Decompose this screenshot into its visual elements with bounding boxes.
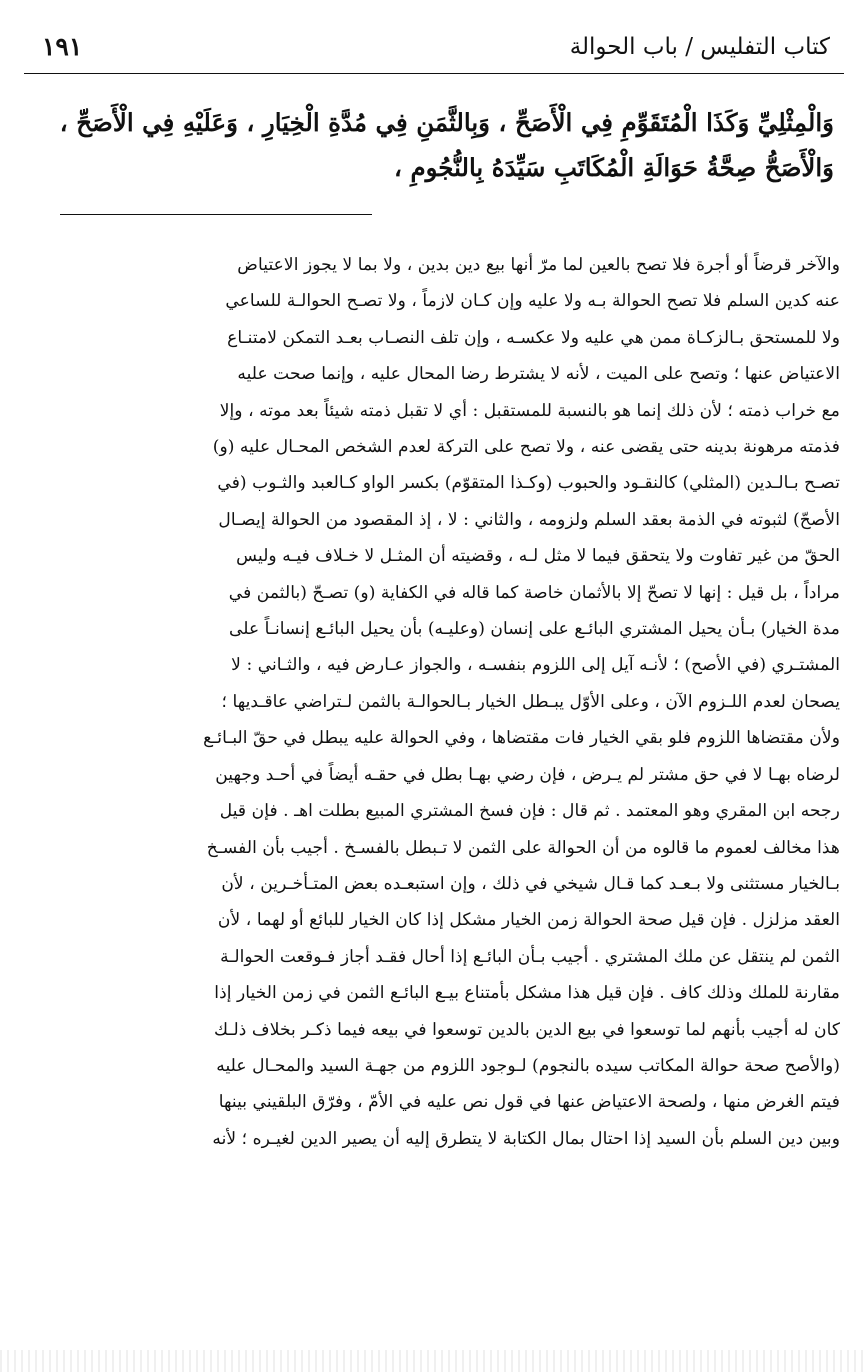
commentary-line: مراداً ، بل قيل : إنها لا تصحّ إلا بالأثمان خاصة كما قاله في الكفاية (و) تصـحّ (بالثمن في [228,582,840,603]
matn-line: وَالْأَصَحُّ صِحَّةُ حَوَالَةِ الْمُكَاتَبِ سَيِّدَهُ بِالنُّجُومِ ، [394,153,834,182]
commentary-line: مدة الخيار) بـأن يحيل المشتري البائـع على إنسان (وعليـه) بأن يحيل البائـع إنسانـاً على [228,619,840,640]
commentary-line: هذا مخالف لعموم ما قالوه من أن الحوالة على الثمن لا تـبطل بالفسـخ . أجيب بأن الفسـخ [206,837,840,858]
commentary-line: مع خراب ذمته ؛ لأن ذلك إنما هو بالنسبة للمستقبل : أي لا تقبل ذمته شيئاً بعد موته ، وإلا [219,400,840,421]
commentary-line: عنه كدين السلم فلا تصح الحوالة بـه ولا عليه وإن كـان لازماً ، ولا تصـح الحوالـة للساعي [225,291,840,312]
commentary-line: فذمته مرهونة بدينه حتى يقضى عنه ، ولا تصح على التركة لعدم الشخص المحـال عليه (و) [212,437,840,458]
commentary-line: يصحان لعدم اللـزوم الآن ، وعلى الأوّل يبـطل الخيار بـالحوالـة بالثمن لـتراضي عاقـديها ؛ [221,691,840,712]
header-rule [24,73,844,74]
commentary-line: لرضاه بهـا لا في حق مشتر لم يـرض ، فإن رضي بهـا بطل في حقـه أيضاً في أحـد وجهين [215,764,840,785]
commentary-line: رجحه ابن المقري وهو المعتمد . ثم قال : فإن فسخ المشتري المبيع بطلت اهـ . فإن قيل [219,801,840,822]
page-header [24,28,844,74]
commentary-line: الأصحّ) لثبوته في الذمة بعقد السلم ولزومه ، والثاني : لا ، إذ المقصود من الحوالة إيصـال [218,509,840,530]
matn-text [30,100,834,190]
running-title: كتاب التفليس / باب الحوالة [569,34,830,60]
commentary-line: ولأن مقتضاها اللزوم فلو بقي الخيار فات مقتضاها ، وفي الحوالة عليه يبطل في حقّ البـائـع [203,728,840,749]
commentary-line: والآخر قرضاً أو أجرة فلا تصح بالعين لما مرّ أنها بيع دين بدين ، ولا بما لا يجوز الاعتياض [237,255,840,275]
scan-noise [0,1350,868,1372]
commentary-line: العقد مزلزل . فإن قيل صحة الحوالة زمن الخيار مشكل إذا كان الخيار للبائع أو لهما ، لأن [217,910,840,931]
commentary-line: مقارنة للملك وذلك كاف . فإن قيل هذا مشكل بأمتناع بيـع البائـع الثمن في زمن الخيار إذا [214,983,840,1004]
commentary-line: ولا للمستحق بـالزكـاة ممن هي عليه ولا عكسـه ، وإن تلف النصـاب بعـد التمكن لامتنـاع [227,327,840,348]
footnote-separator [60,214,372,215]
commentary-line: (والأصح صحة حوالة المكاتب سيده بالنجوم) لـوجود اللزوم من جهـة السيد والمحـال عليه [216,1055,840,1076]
commentary-line: تصـح بـالـدين (المثلي) كالنقـود والحبوب (وكـذا المتقوّم) بكسر الواو كـالعبد والثـوب (في [217,473,840,494]
commentary-text [28,247,840,1157]
commentary-line: بـالخيار مستثنى ولا بـعـد كما قـال شيخي في ذلك ، وإن استبعـده بعض المتـأخـرين ، لأن [221,873,840,894]
commentary-line: كان له أجيب بأنهم لما توسعوا في بيع الدين بالدين توسعوا في بيعه فيما ذكـر بخلاف ذلـك [214,1019,840,1040]
commentary-line: وبين دين السلم بأن السيد إذا احتال بمال الكتابة لا يتطرق إليه أن يصير الدين لغيـره ؛ لأنه [212,1128,840,1149]
commentary-line: الحقّ من غير تفاوت ولا يتحقق فيما لا مثل لـه ، وقضيته أن المثـل لا خـلاف فيـه وليس [236,546,840,567]
page-number: ١٩١ [42,32,83,61]
commentary-line: الاعتياض عنها ؛ وتصح على الميت ، لأنه لا يشترط رضا المحال عليه ، وإنما صحت عليه [237,364,840,385]
commentary-line: الثمن لم ينتقل عن ملك المشتري . أجيب بـأن البائـع إذا أحال فقـد أجاز فـوقعت الحوالـة [220,946,840,967]
commentary-line: المشتـري (في الأصح) ؛ لأنـه آيل إلى اللزوم بنفسـه ، والجواز عـارض فيه ، والثـاني : لا [231,655,840,676]
matn-line: وَالْمِثْلِيِّ وَكَذَا الْمُتَقَوِّمِ فِي الْأَصَحِّ ، وَبِالثَّمَنِ فِي مُدَّةِ الْخِيَارِ ، وَعَلَيْهِ فِي الْأَصَحِّ ، [59,108,834,137]
commentary-line: فيتم الغرض منها ، ولصحة الاعتياض عنها في قول نص عليه في الأمّ ، وفرّق البلقيني بينها [218,1092,840,1113]
